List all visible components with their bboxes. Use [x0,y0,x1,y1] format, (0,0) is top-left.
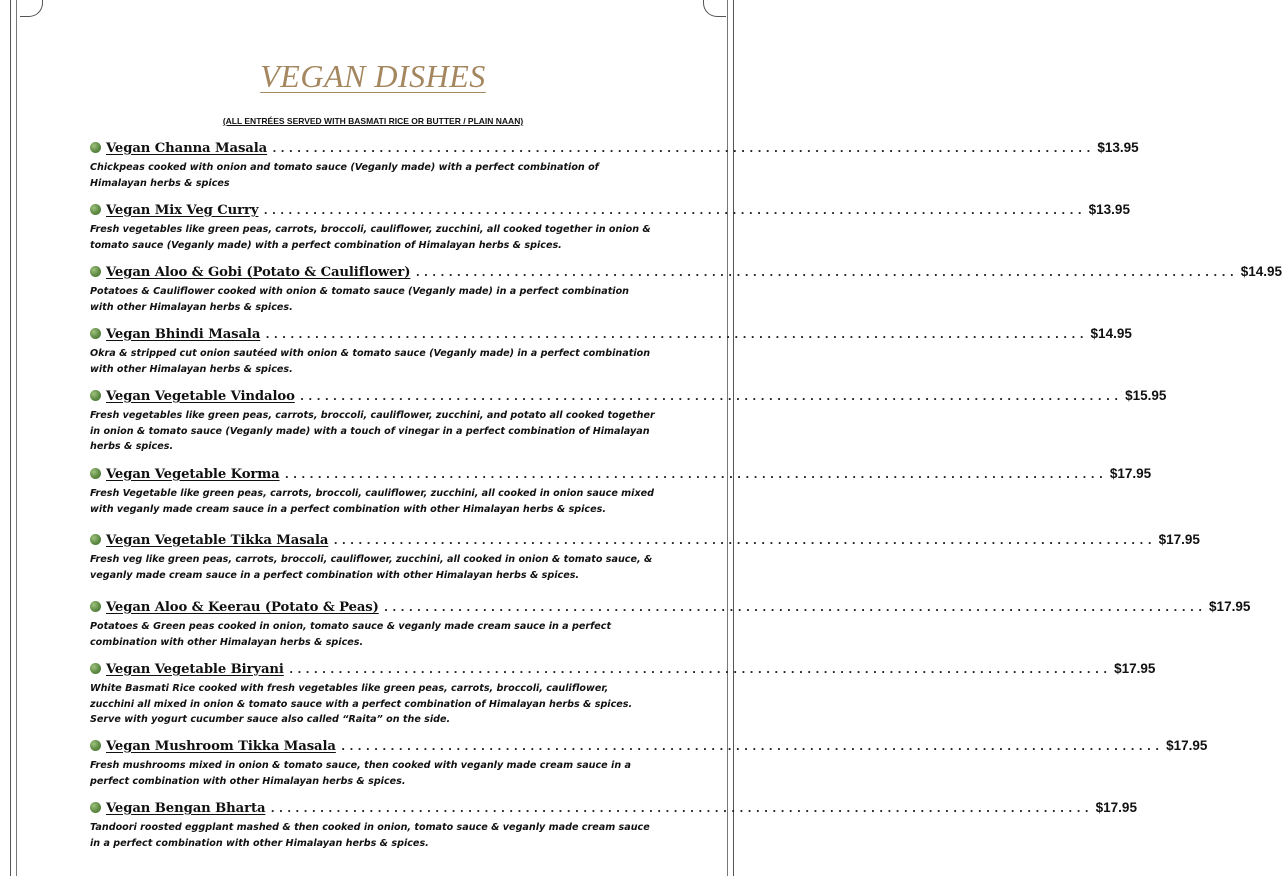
menu-item [90,140,1139,191]
dish-description: Potatoes & Green peas cooked in onion, tomato sauce & veganly made cream sauce in a perfect combination with other Himalayan herbs & spices. [90,621,612,648]
dish-name: Vegan Bhindi Masala [106,327,261,342]
menu-item [90,661,1156,728]
menu-item [90,264,1282,315]
dot-leader: .................................................................................................... [264,328,1087,341]
dish-description: Tandoori roosted eggplant mashed & then cooked in onion, tomato sauce & veganly made cream sauce in a perfect combination with other Himalayan herbs & spices. [90,822,650,849]
menu-item [90,800,1137,851]
dish-price: $17.95 [1209,599,1251,614]
dot-leader: .................................................................................................... [382,601,1206,614]
dish-name: Vegan Aloo & Gobi (Potato & Cauliflower) [106,265,411,280]
dish-description: Fresh Vegetable like green peas, carrots, broccoli, cauliflower, zucchini, all cooked in onion sauce mixed with veganly made cream sauce in a perfect combination with other Himalayan herbs & spices. [90,488,655,515]
dot-leader: .................................................................................................... [262,204,1085,217]
dish-description: Chickpeas cooked with onion and tomato sauce (Veganly made) with a perfect combination of Himalayan herbs & spices [90,162,599,189]
leaf-icon [90,142,101,153]
dish-name: Vegan Mix Veg Curry [106,203,259,218]
dish-name: Vegan Vegetable Biryani [106,662,284,677]
dish-price: $13.95 [1097,140,1139,155]
menu-item [90,202,1130,253]
dish-price: $17.95 [1114,661,1156,676]
leaf-icon [90,266,101,277]
dish-description: Fresh vegetables like green peas, carrots, broccoli, cauliflower, zucchini, and potato all cooked together in onion & tomato sauce (Veganly made) with a touch of vinegar in a perfect combination of Himalayan herbs & spices. [90,410,655,452]
dish-price: $17.95 [1158,532,1200,547]
menu-subtitle: (ALL ENTRÉES SERVED WITH BASMATI RICE OR BUTTER / PLAIN NAAN) [222,116,524,126]
leaf-icon [90,328,101,339]
dot-leader: .................................................................................................... [269,802,1092,815]
dish-price: $14.95 [1240,264,1282,279]
dish-price: $17.95 [1095,800,1137,815]
dot-leader: .................................................................................................... [339,740,1163,753]
menu-item [90,532,1200,583]
dish-name: Vegan Aloo & Keerau (Potato & Peas) [106,600,379,615]
dish-name: Vegan Vegetable Vindaloo [106,389,295,404]
dot-leader: .................................................................................................... [283,468,1106,481]
dot-leader: .................................................................................................... [332,534,1155,547]
leaf-icon [90,390,101,401]
dot-leader: .................................................................................................... [287,663,1111,676]
dish-name: Vegan Vegetable Korma [106,467,280,482]
dish-price: $15.95 [1125,388,1167,403]
dish-description: Fresh mushrooms mixed in onion & tomato sauce, then cooked with veganly made cream sauce in a perfect combination with other Himalayan herbs & spices. [90,760,631,787]
menu-item [90,466,1152,517]
dish-description: Fresh vegetables like green peas, carrots, broccoli, cauliflower, zucchini, all cooked together in onion & tomato sauce (Veganly made) with a perfect combination of Himalayan herbs & spices. [90,224,651,251]
leaf-icon [90,204,101,215]
dish-price: $17.95 [1109,466,1152,481]
dish-price: $17.95 [1166,738,1208,753]
leaf-icon [90,663,101,674]
dish-description: Potatoes & Cauliflower cooked with onion & tomato sauce (Veganly made) in a perfect combination with other Himalayan herbs & spices. [90,286,629,313]
leaf-icon [90,802,101,813]
dot-leader: .................................................................................................... [298,390,1122,403]
dot-leader: .................................................................................................... [271,142,1094,155]
dish-name: Vegan Mushroom Tikka Masala [106,739,336,754]
menu-item [90,738,1208,789]
leaf-icon [90,534,101,545]
dish-price: $14.95 [1090,326,1132,341]
dish-name: Vegan Bengan Bharta [106,801,266,816]
dish-name: Vegan Vegetable Tikka Masala [106,533,329,548]
menu-item [90,599,1251,650]
dish-description: Okra & stripped cut onion sautéed with onion & tomato sauce (Veganly made) in a perfect combination with other Himalayan herbs & spices. [90,348,651,375]
leaf-icon [90,740,101,751]
dish-description: Fresh veg like green peas, carrots, broccoli, cauliflower, zucchini, all cooked in onion & tomato sauce, & veganly made cream sauce in a perfect combination with other Himalayan herbs & spices. [90,554,653,581]
menu-item [90,388,1167,455]
dish-price: $13.95 [1088,202,1130,217]
dish-name: Vegan Channa Masala [106,141,268,156]
dot-leader: .................................................................................................... [414,266,1237,279]
dish-description: White Basmati Rice cooked with fresh vegetables like green peas, carrots, broccoli, cauliflower, zucchini all mixed in onion & tomato sauce with a perfect combination of Himalayan herbs & spices. Serve with yogurt cucumber sauce also called “Raita” on the side. [90,683,633,725]
leaf-icon [90,601,101,612]
leaf-icon [90,468,101,479]
menu-item [90,326,1132,377]
menu-title: VEGAN DISHES [260,58,486,94]
